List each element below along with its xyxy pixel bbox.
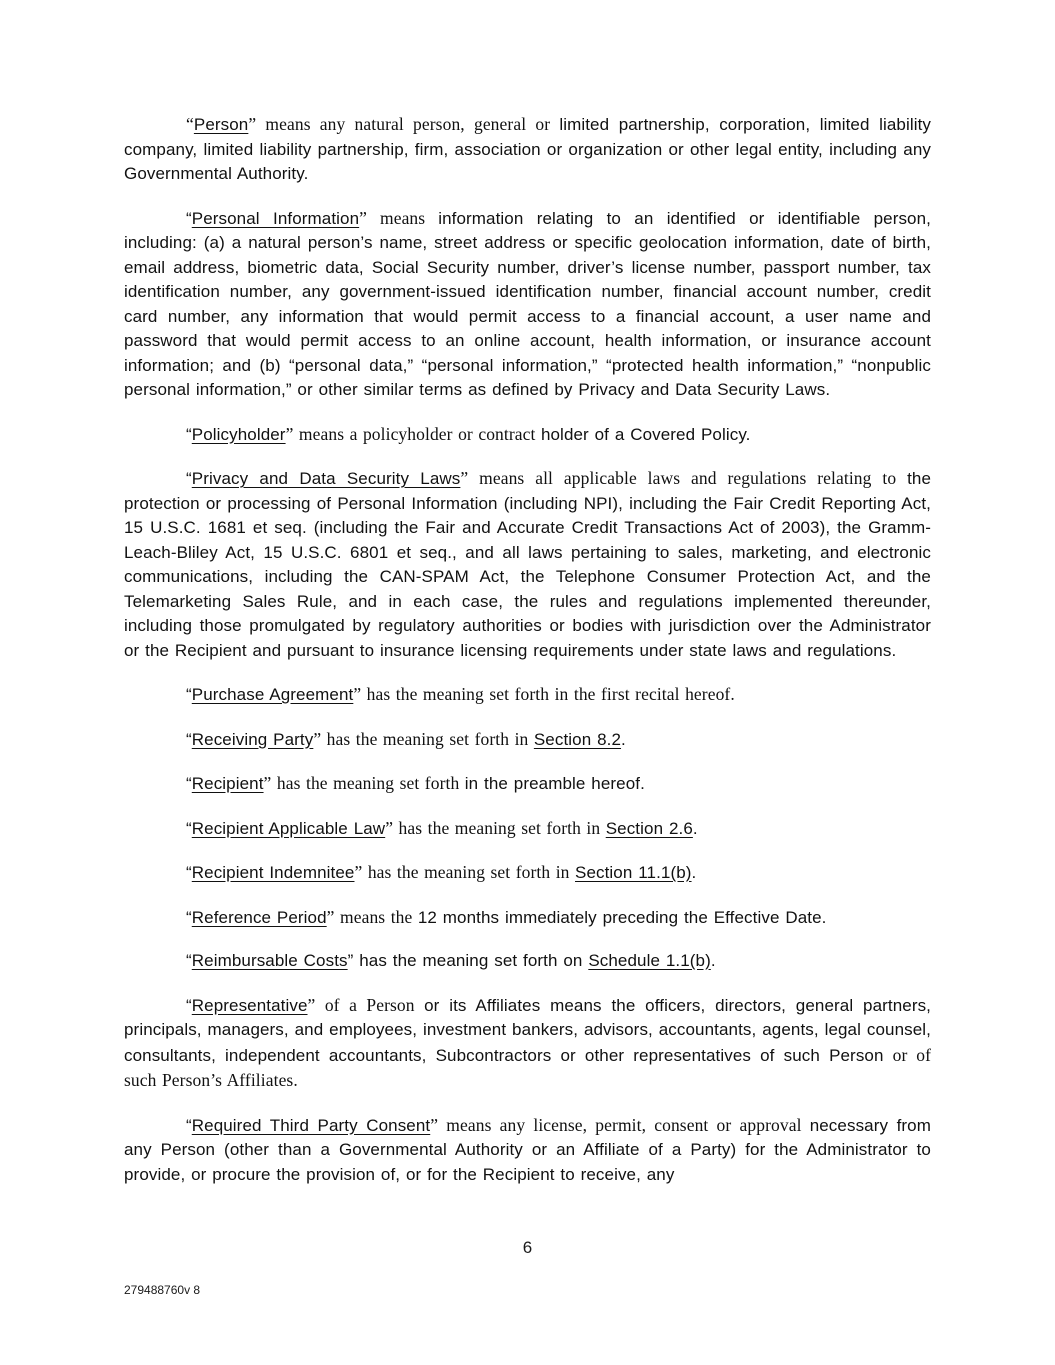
text-run: limited partnership, corporation, limited liability company, limited liability partnership, firm, association or organization or other legal entity, including any Governmental Authority. (124, 115, 937, 183)
text-run: ” means a policyholder or contract (285, 423, 541, 444)
text-run: ” means any license, permit, consent or approval (430, 1114, 810, 1135)
text-run: or of such Person’s Affiliates. (124, 1044, 937, 1090)
text-run: ” means the (326, 906, 418, 927)
text-run: . (692, 818, 698, 838)
text-run: ” means all applicable laws and regulations relating to (460, 468, 908, 488)
paragraph (124, 206, 937, 403)
paragraph (124, 771, 931, 797)
text-run: ” means (359, 207, 439, 228)
text-run: ” has the meaning set forth in the first recital hereof. (353, 684, 735, 704)
paragraph (124, 816, 931, 842)
text-run: “ (186, 907, 192, 927)
defined-term: Required Third Party Consent (191, 1115, 431, 1135)
text-run: ” has the meaning set forth in (313, 728, 534, 749)
defined-term: Reference Period (191, 907, 327, 927)
text-run: the protection or processing of Personal Information (including NPI), including the Fair Credit Reporting Act, 15 U.S.C. 1681 et seq. (including the Fair and Accurate Credit Transactions Act of 2003), the Gramm-Leach-Bliley Act, 15 U.S.C. 6801 et seq., and all laws pertaining to sales, marketing, and electronic communications, including the CAN-SPAM Act, the Telephone Consumer Protection Act, and the Telemarketing Sales Rule, and in each case, the rules and regulations implemented thereunder, including those promulgated by regulatory authorities or bodies with jurisdiction over the Administrator or the Recipient and pursuant to insurance licensing requirements under state laws and regulations. (124, 469, 937, 660)
paragraph (124, 466, 937, 663)
text-run: ” of a Person (307, 994, 425, 1015)
text-run: . (710, 951, 716, 970)
text-run: . (621, 729, 626, 749)
text-run: “ (186, 995, 192, 1015)
paragraph (124, 993, 937, 1094)
text-run: “ (186, 685, 192, 704)
defined-term: Recipient (191, 774, 264, 793)
text-run: “ (186, 729, 192, 749)
text-run: information relating to an identified or identifiable person, including: (a) a natural person’s name, street address or specific geolocation information, date of birth, email address, biometric data, Social Security number, driver’s license number, passport number, tax identification number, any government-issued identification number, financial account number, credit card number, any information that would permit access to a financial account, a user name and password that would permit access to an online account, health information, or insurance account information; and (b) “personal data,” “personal information,” “protected health information,” “nonpublic personal information,” or other similar terms as defined by Privacy and Data Security Laws. (124, 208, 937, 399)
text-run: ” means any natural person, general or (248, 114, 560, 134)
text-run: “ (186, 114, 194, 134)
text-run: “ (186, 951, 192, 970)
defined-term: Recipient Indemnitee (191, 863, 355, 882)
text-run: “ (186, 469, 192, 488)
defined-term: Person (193, 115, 249, 134)
defined-term: Receiving Party (191, 729, 314, 749)
paragraph (124, 860, 931, 886)
text-run: ” has the meaning set forth in (354, 862, 576, 882)
text-run: in the preamble hereof. (464, 774, 645, 793)
paragraph (124, 422, 931, 448)
defined-term: Purchase Agreement (191, 685, 354, 704)
text-run: or its Affiliates means the officers, directors, general partners, principals, managers, and employees, investment bankers, advisors, accountants, agents, legal counsel, consultants, independent accountants, Subcontractors or other representatives of such Person (124, 995, 937, 1065)
definitions-text-block (124, 112, 937, 1206)
defined-term: Personal Information (191, 208, 360, 228)
paragraphs (124, 112, 937, 1187)
text-run: “ (186, 424, 192, 444)
text-run: “ (186, 208, 192, 228)
paragraph (124, 949, 931, 974)
text-run: 12 months immediately preceding the Effective Date. (417, 907, 827, 927)
text-run: Section 11.1(b) (575, 863, 692, 882)
text-run: “ (186, 1115, 192, 1135)
document-id-footer: 279488760v 8 (124, 1283, 201, 1297)
paragraph (124, 1113, 937, 1188)
paragraph (124, 727, 931, 753)
text-run: “ (186, 774, 192, 793)
defined-term: Representative (191, 995, 308, 1015)
defined-term: Policyholder (191, 424, 286, 444)
text-run: ” has the meaning set forth on (347, 951, 589, 970)
text-run: Section 2.6 (605, 818, 693, 838)
paragraph (124, 905, 931, 931)
text-run: Section 8.2 (533, 729, 622, 749)
text-run: Schedule 1.1(b) (588, 951, 711, 970)
paragraph (124, 112, 937, 187)
defined-term: Reimbursable Costs (191, 951, 348, 970)
defined-term: Recipient Applicable Law (191, 818, 386, 838)
text-run: “ (186, 818, 192, 838)
text-run: ” has the meaning set forth (263, 773, 465, 793)
text-run: holder of a Covered Policy. (540, 424, 751, 444)
text-run: necessary from any Person (other than a Governmental Authority or an Affiliate of a Party) for the Administrator to provide, or procure the provision of, or for the Recipient to receive, any (124, 1115, 937, 1184)
defined-term: Privacy and Data Security Laws (191, 469, 461, 488)
text-run: ” has the meaning set forth in (385, 817, 606, 838)
text-run: “ (186, 863, 192, 882)
paragraph (124, 682, 931, 708)
text-run: . (691, 863, 697, 882)
page-number: 6 (522, 1238, 533, 1257)
